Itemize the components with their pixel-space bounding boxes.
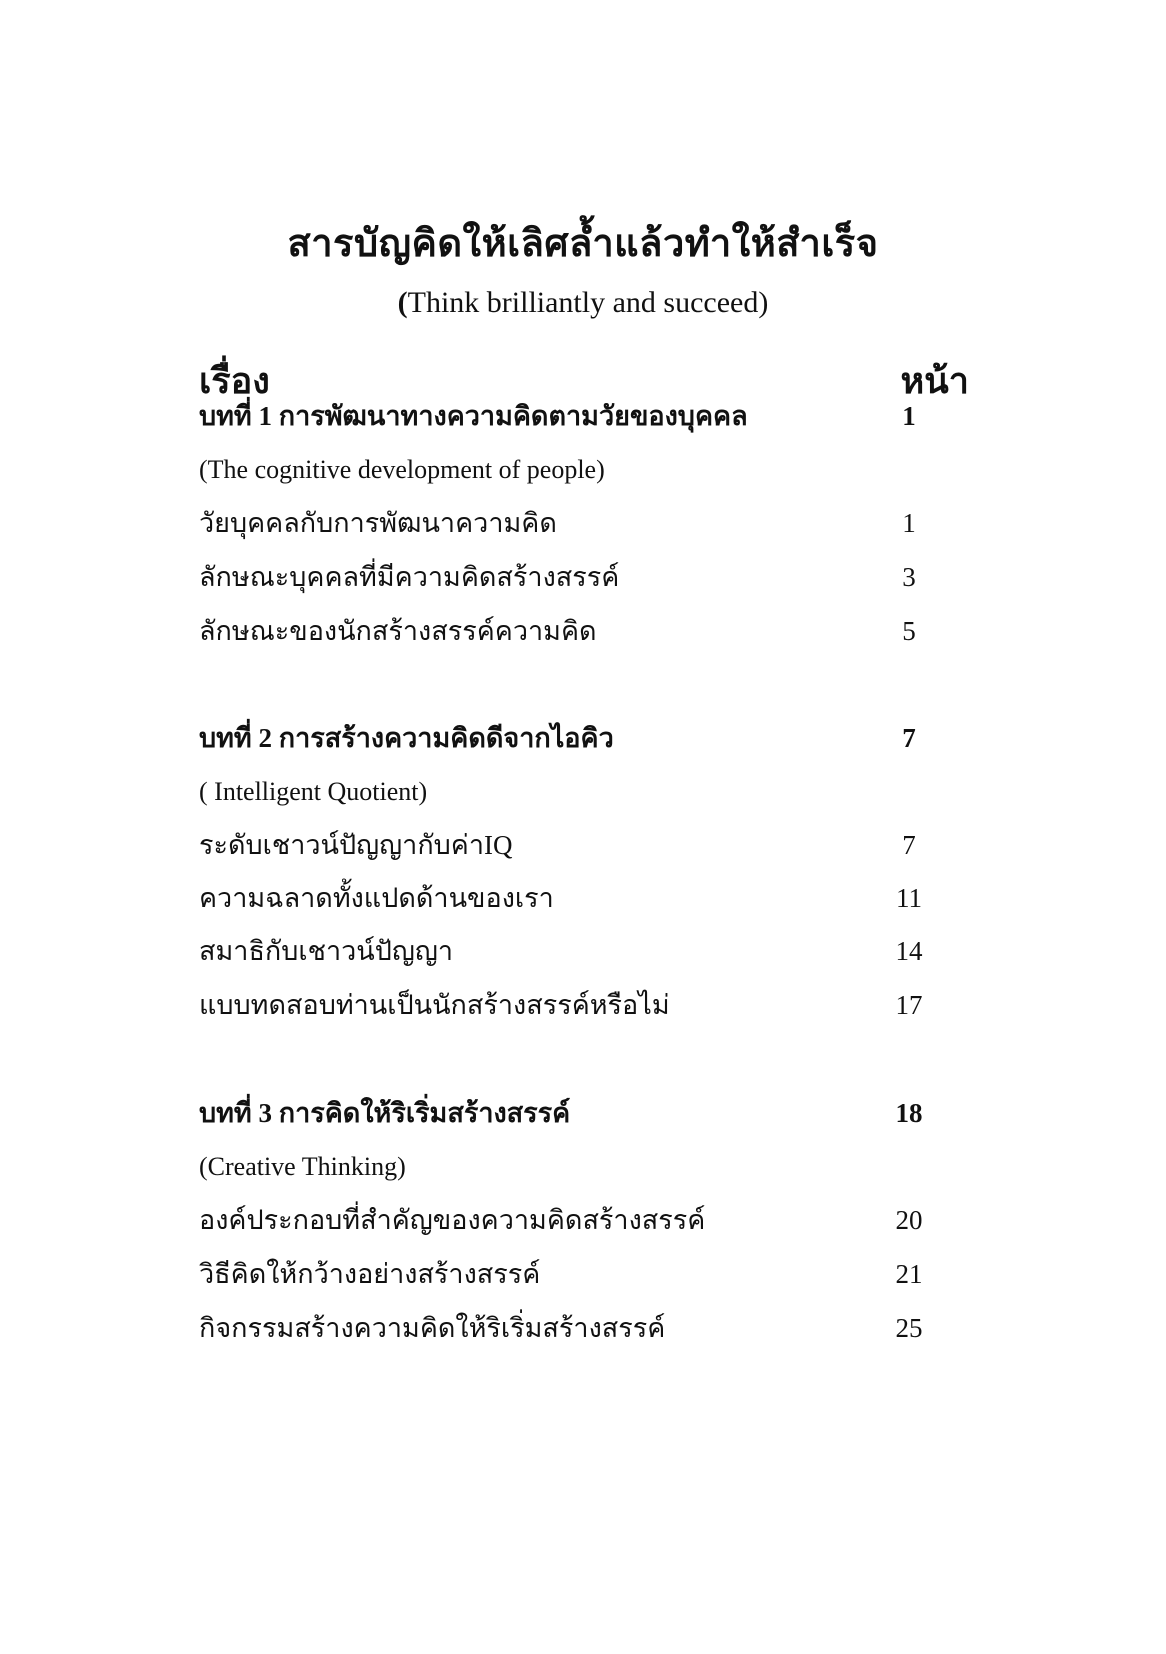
- toc-entry-label: ความฉลาดทั้งแปดด้านของเรา: [199, 883, 554, 913]
- toc-entry[interactable]: [199, 611, 939, 651]
- toc-entry-page: 7: [902, 723, 916, 753]
- toc-entry[interactable]: [199, 985, 939, 1025]
- toc-entry-label: สมาธิกับเชาวน์ปัญญา: [199, 936, 454, 966]
- toc-chapter-3-english: [199, 1147, 939, 1187]
- subtitle-close-paren: ): [758, 286, 769, 319]
- toc-entry-label: บทที่ 2 การสร้างความคิดดีจากไอคิว: [199, 723, 614, 753]
- toc-entry-page: 7: [902, 830, 916, 860]
- toc-header-page: หน้า: [900, 361, 969, 401]
- toc-entry-page: 17: [895, 990, 923, 1020]
- toc-entry-label: องค์ประกอบที่สำคัญของความคิดสร้างสรรค์: [199, 1205, 706, 1235]
- page-subtitle: [0, 286, 1166, 320]
- toc-entry-label: ลักษณะบุคคลที่มีความคิดสร้างสรรค์: [199, 562, 620, 592]
- toc-header-topic: เรื่อง: [199, 361, 270, 401]
- toc-entry-label: บทที่ 1 การพัฒนาทางความคิดตามวัยของบุคคล: [199, 401, 748, 431]
- toc-entry-label: แบบทดสอบท่านเป็นนักสร้างสรรค์หรือไม่: [199, 990, 670, 1020]
- toc-entry-page: 1: [902, 401, 916, 431]
- toc-entry[interactable]: [199, 1200, 939, 1240]
- toc-entry-page: 25: [895, 1313, 923, 1343]
- toc-entry-page: 21: [895, 1259, 923, 1289]
- toc-chapter-1-english: [199, 450, 939, 490]
- toc-chapter-3[interactable]: [199, 1093, 939, 1133]
- toc-entry-page: 20: [895, 1205, 923, 1235]
- toc-entry-label: กิจกรรมสร้างความคิดให้ริเริ่มสร้างสรรค์: [199, 1313, 666, 1343]
- toc-entry[interactable]: [199, 1254, 939, 1294]
- toc-entry-label: ( Intelligent Quotient): [199, 777, 428, 806]
- toc-entry[interactable]: [199, 557, 939, 597]
- toc-entry-label: (Creative Thinking): [199, 1152, 406, 1181]
- toc-chapter-1[interactable]: [199, 396, 939, 436]
- toc-entry[interactable]: [199, 825, 939, 865]
- toc-entry-page: 11: [896, 883, 922, 913]
- toc-entry[interactable]: [199, 878, 939, 918]
- toc-entry[interactable]: [199, 1308, 939, 1348]
- toc-entry-page: 14: [895, 936, 923, 966]
- toc-entry[interactable]: [199, 503, 939, 543]
- toc-entry-label: ลักษณะของนักสร้างสรรค์ความคิด: [199, 616, 597, 646]
- toc-entry-label: บทที่ 3 การคิดให้ริเริ่มสร้างสรรค์: [199, 1098, 571, 1128]
- page-title: สารบัญคิดให้เลิศล้ำแล้วทำให้สำเร็จ: [287, 223, 879, 265]
- toc-entry-label: วิธีคิดให้กว้างอย่างสร้างสรรค์: [199, 1259, 541, 1289]
- toc-entry-page: 1: [902, 508, 916, 538]
- toc-entry-label: ระดับเชาวน์ปัญญากับค่าIQ: [199, 830, 513, 860]
- subtitle-text: Think brilliantly and succeed: [407, 286, 759, 319]
- toc-entry-page: 18: [895, 1098, 923, 1128]
- toc-entry-label: (The cognitive development of people): [199, 455, 605, 484]
- toc-entry-page: 3: [902, 562, 916, 592]
- toc-entry-page: 5: [902, 616, 916, 646]
- toc-entry-label: วัยบุคคลกับการพัฒนาความคิด: [199, 508, 557, 538]
- toc-chapter-2[interactable]: [199, 718, 939, 758]
- toc-entry[interactable]: [199, 931, 939, 971]
- toc-chapter-2-english: [199, 772, 939, 812]
- subtitle-open-paren: (: [397, 286, 408, 319]
